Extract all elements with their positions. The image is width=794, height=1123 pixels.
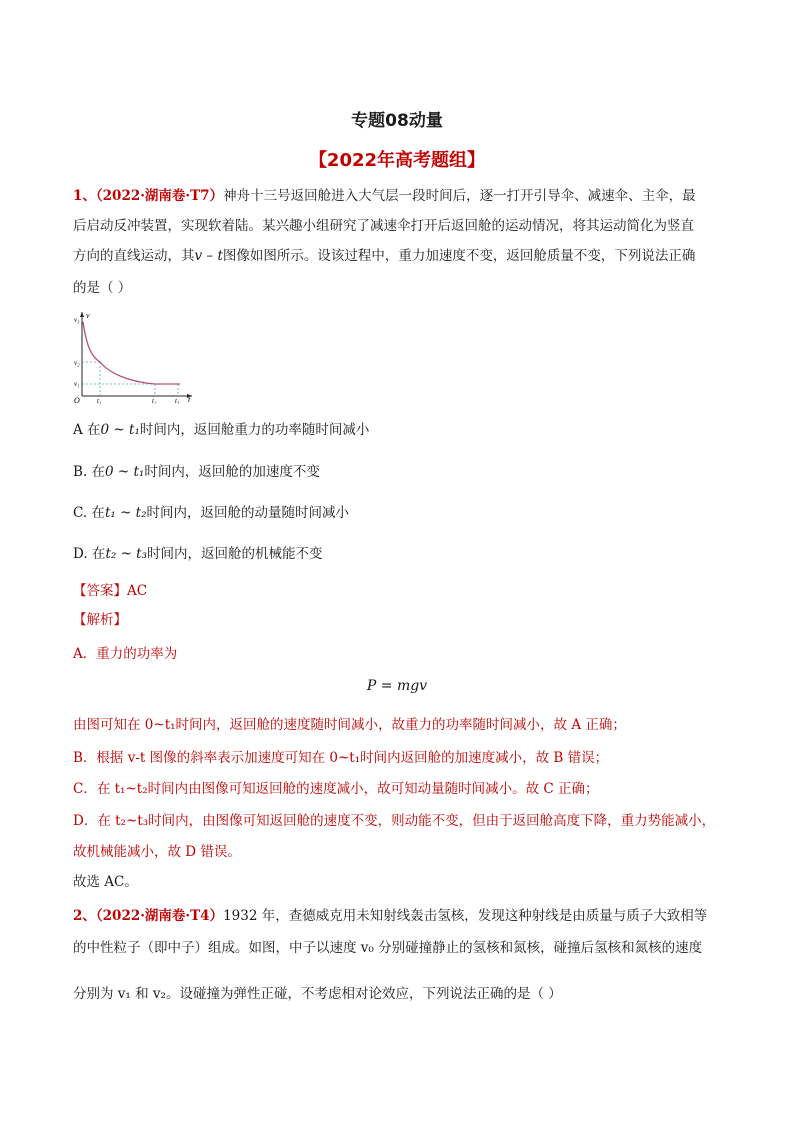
q1-number: 1、 (73, 188, 96, 204)
q1-option-a[interactable] (73, 420, 733, 440)
y-axis-label: v (86, 311, 90, 320)
q1-option-c[interactable] (73, 503, 733, 523)
option-c-prefix: C. 在 (73, 505, 105, 521)
origin-label: O (74, 396, 80, 404)
x-axis-label: t (188, 395, 191, 404)
q2-source: （2022·湖南卷·T4） (95, 908, 224, 924)
q2-line-2: 的中性粒子（即中子）组成。如图，中子以速度 v₀ 分别碰撞静止的氢核和氮核，碰撞后氢核和氮核的速度 (73, 940, 703, 956)
q2-line-3: 分别为 v₁ 和 v₂。设碰撞为弹性正碰，不考虑相对论效应，下列说法正确的是（ ） (73, 986, 562, 1002)
q1-source: （2022·湖南卷·T7） (95, 188, 224, 204)
x-tick-t3: t₃ (175, 397, 180, 404)
q1-text-3b: 图像如图所示。设该过程中，重力加速度不变，返回舱质量不变，下列说法正确 (222, 248, 696, 264)
q1-text-3a: 方向的直线运动，其 (73, 248, 195, 264)
q2-line-1 (73, 906, 733, 926)
answer-label: 【答案】 (73, 583, 127, 599)
q1-line-3 (73, 246, 733, 266)
x-tick-t2: t₂ (152, 397, 157, 404)
analysis-formula: P = mgv (366, 678, 428, 694)
y-tick-v1: v₁ (74, 380, 80, 388)
y-tick-v3: v₃ (74, 316, 80, 324)
option-c-range: t₁ ~ t₂ (104, 505, 147, 521)
group-header: 【2022年高考题组】 (308, 150, 486, 171)
page-title: 专题08动量 (351, 111, 443, 131)
q2-text-1: 1932 年，查德威克用未知射线轰击氢核，发现这种射线是由质量与质子大致相等 (223, 908, 708, 924)
analysis-b-text: B．根据 v-t 图像的斜率表示加速度可知在 0~t₁时间内返回舱的加速度减小，故 B 错误； (73, 750, 609, 766)
q1-line-2: 后启动反冲装置，实现软着陆。某兴趣小组研究了减速伞打开后返回舱的运动情况，将其运动简化为竖直 (73, 218, 694, 234)
velocity-curve (83, 322, 180, 384)
option-d-range: t₂ ~ t₃ (105, 546, 148, 562)
vt-graph (70, 308, 198, 404)
analysis-a-text: 由图可知在 0~t₁时间内，返回舱的速度随时间减小，故重力的功率随时间减小，故 A 正确； (73, 717, 626, 733)
q1-option-b[interactable] (73, 462, 733, 482)
analysis-c-text: C．在 t₁~t₂时间内由图像可知返回舱的速度减小，故可知动量随时间减小。故 C 正确； (73, 781, 599, 797)
y-tick-v2: v₂ (74, 359, 80, 367)
answer-line (73, 581, 733, 601)
q1-line-1 (73, 186, 733, 206)
option-a-text: 时间内，返回舱重力的功率随时间减小 (139, 422, 370, 438)
option-b-range: 0 ~ t₁ (105, 464, 145, 480)
option-d-text: 时间内，返回舱的机械能不变 (147, 546, 323, 562)
x-tick-t1: t₁ (97, 397, 102, 404)
option-c-text: 时间内，返回舱的动量随时间减小 (146, 505, 350, 521)
option-a-range: 0 ~ t₁ (100, 422, 140, 438)
option-b-prefix: B. 在 (73, 464, 106, 480)
option-b-text: 时间内，返回舱的加速度不变 (144, 464, 320, 480)
q1-text-1: 神舟十三号返回舱进入大气层一段时间后，逐一打开引导伞、减速伞、主伞，最 (223, 188, 696, 204)
option-d-prefix: D. 在 (73, 546, 106, 562)
analysis-d-text-1: D．在 t₂~t₃时间内，由图像可知返回舱的速度不变，则动能不变，但由于返回舱高度下降，重力势能减小， (73, 813, 716, 829)
q1-option-d[interactable] (73, 544, 733, 564)
analysis-d-text-2: 故机械能减小，故 D 错误。 (73, 844, 241, 860)
q1-line-4: 的是（ ） (73, 280, 132, 296)
analysis-label: 【解析】 (73, 612, 127, 628)
q2-number: 2、 (73, 908, 96, 924)
q1-vt-symbol: v – t (194, 248, 223, 264)
analysis-conclusion: 故选 AC。 (73, 874, 138, 890)
y-axis-arrow (80, 312, 84, 317)
answer-value: AC (127, 583, 148, 599)
option-a-prefix: A 在 (73, 422, 101, 438)
analysis-a-intro: A．重力的功率为 (73, 646, 178, 662)
